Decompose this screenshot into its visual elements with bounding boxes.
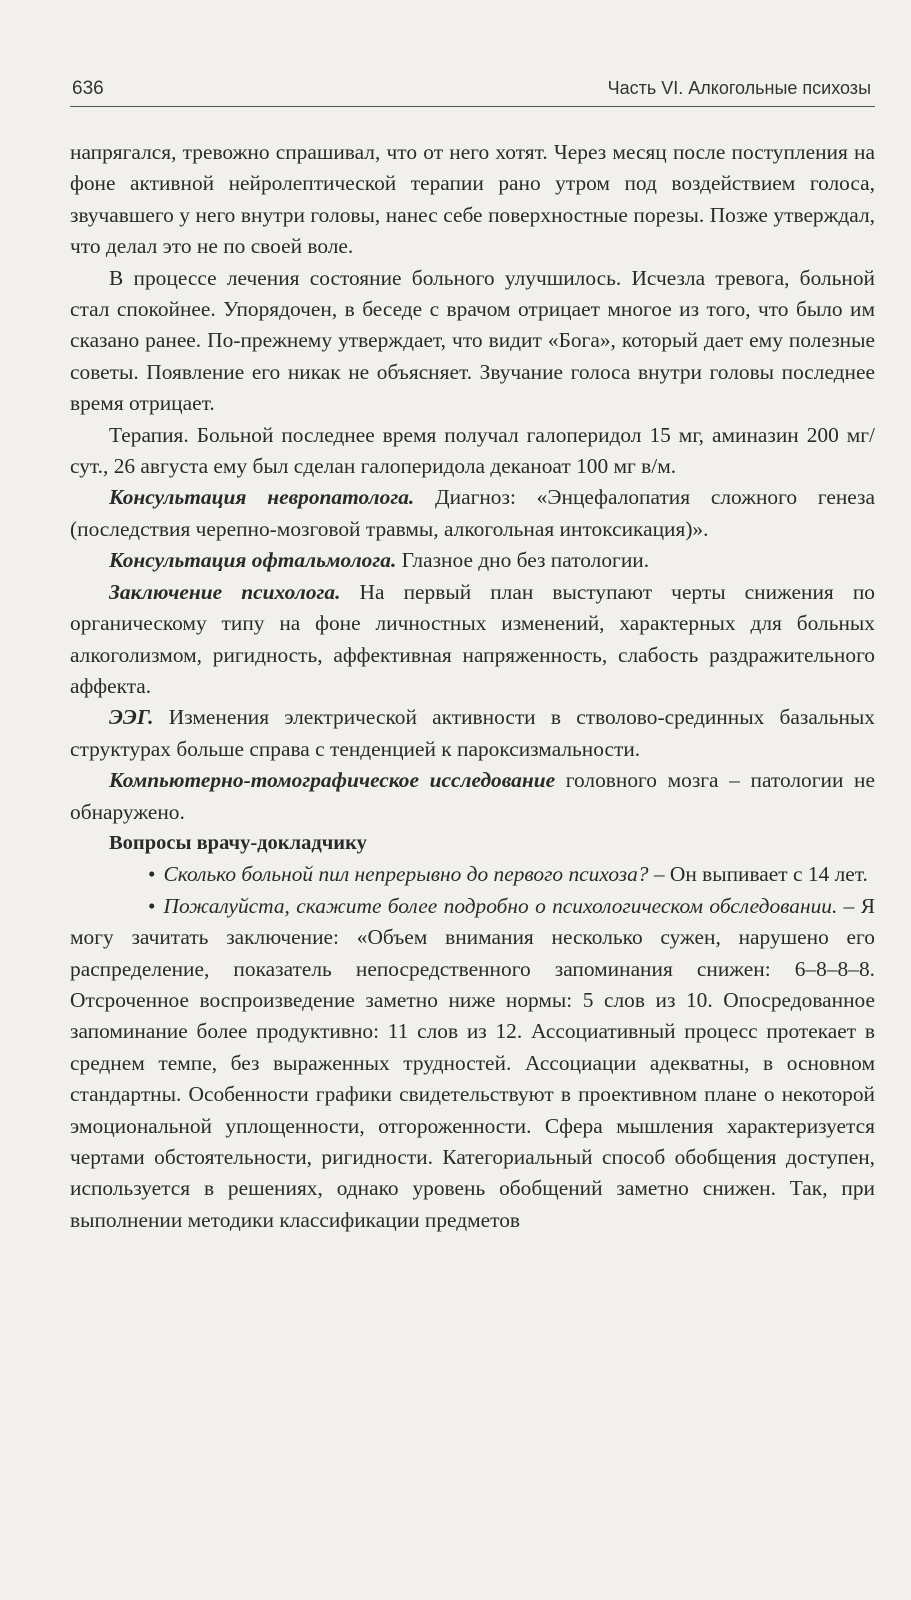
- ophthalmologist-text: Глазное дно без патологии.: [396, 548, 650, 573]
- paragraph-continuation: напрягался, тревожно спрашивал, что от него хотят. Через месяц после поступления на фоне активной нейролептической терапии рано утром под воздействием голоса, звучавшего у него внутри головы, нанес себе поверхностные порезы. Позже утверждал, что делал это не по своей воле.: [70, 140, 875, 259]
- paragraph-treatment-course: В процессе лечения состояние больного улучшилось. Исчезла тревога, больной стал спокойнее. Упорядочен, в беседе с врачом отрицает многое из того, что было им сказано ранее. По-прежнему утверждает, что видит «Бога», который дает ему полезные советы. Появление его никак не объясняет. Звучание голоса внутри головы последнее время отрицает.: [70, 265, 875, 416]
- question-2-text: Пожалуйста, скажите более подробно о психологическом обследовании.: [163, 893, 838, 918]
- bullet-icon: •: [148, 893, 156, 918]
- neurologist-text: Диагноз: «Энцефалопатия сложного генеза (последствия черепно-мозговой травмы, алкогольная интоксикация)».: [70, 485, 875, 541]
- answer-2-text: – Я могу зачитать заключение: «Объем внимания несколько сужен, нарушено его распределение, показатель непосредственного запоминания снижен: 6–8–8–8. Отсроченное воспроизведение заметно ниже нормы: 5 слов из 10. Опосредованное запоминание более продуктивно: 11 слов из 12. Ассоциативный процесс протекает в среднем темпе, без выраженных трудностей. Ассоциации адекватны, в основном стандартны. Особенности графики свидетельствуют в проективном плане о некоторой эмоциональной уплощенности, отгороженности. Сфера мышления характеризуется чертами обстоятельности, ригидности. Категориальный способ обобщения доступен, используется в решениях, однако уровень обобщений заметно снижен. Так, при выполнении методики классификации предметов: [70, 893, 875, 1232]
- paragraph-ophthalmologist: [70, 545, 875, 576]
- psychologist-lead: Заключение психолога.: [109, 579, 341, 604]
- ct-text: головного мозга – патологии не обнаружено.: [70, 768, 875, 824]
- ct-lead: Компьютерно-томографическое исследование: [109, 768, 556, 793]
- psychologist-text: На первый план выступают черты снижения по органическому типу на фоне личностных изменений, характерных для больных алкоголизмом, ригидность, аффективная напряженность, слабость раздражительного аффекта.: [70, 579, 876, 698]
- question-item-1: [70, 859, 875, 890]
- paragraph-neurologist: [70, 482, 875, 545]
- paragraph-eeg: [70, 702, 875, 765]
- answer-1-text: – Он выпивает с 14 лет.: [648, 862, 868, 887]
- neurologist-lead: Консультация невропатолога.: [109, 485, 415, 510]
- running-head: [70, 78, 875, 107]
- body-text: [70, 137, 875, 1236]
- bullet-icon: •: [148, 862, 156, 887]
- question-item-2: [70, 891, 875, 1236]
- question-1-text: Сколько больной пил непрерывно до первого психоза?: [163, 862, 649, 887]
- eeg-lead: ЭЭГ.: [109, 705, 154, 730]
- paragraph-ct: [70, 765, 875, 828]
- section-title: Часть VI. Алкогольные психозы: [607, 78, 871, 98]
- page-number: 636: [72, 78, 104, 99]
- questions-heading: Вопросы врачу-докладчику: [109, 831, 367, 854]
- paragraph-therapy: Терапия. Больной последнее время получал галоперидол 15 мг, аминазин 200 мг/сут., 26 августа ему был сделан галоперидола деканоат 100 мг в/м.: [70, 422, 875, 479]
- ophthalmologist-lead: Консультация офтальмолога.: [109, 548, 397, 573]
- paragraph-psychologist: [70, 577, 875, 703]
- eeg-text: Изменения электрической активности в стволово-срединных базальных структурах больше справа с тенденцией к пароксизмальности.: [70, 705, 875, 761]
